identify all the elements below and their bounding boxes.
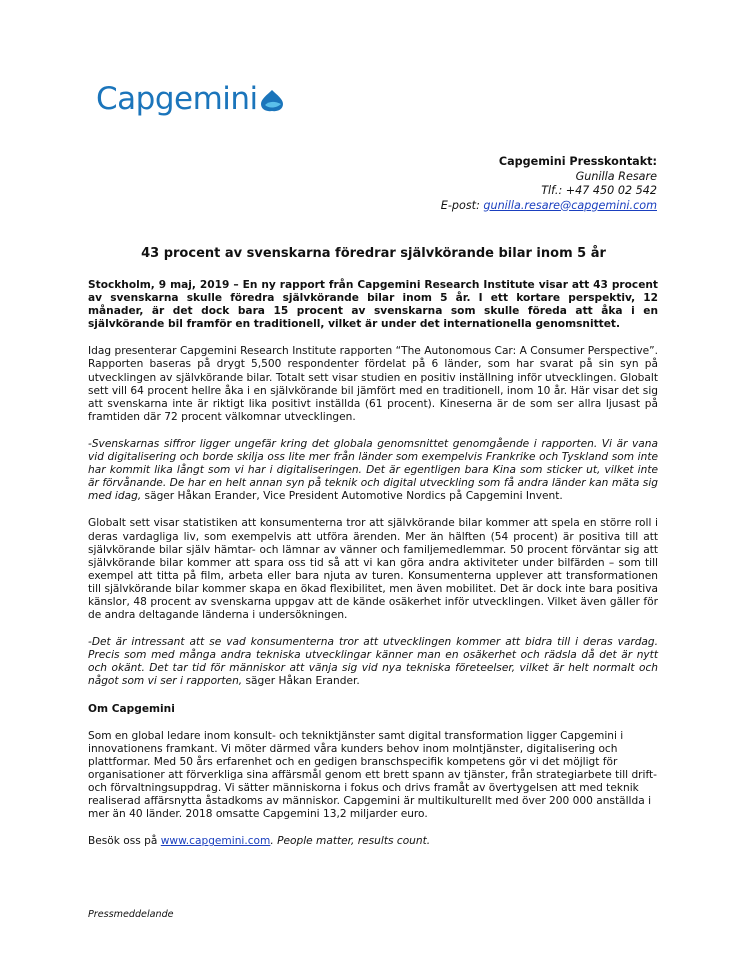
- press-contact: [441, 155, 657, 213]
- email-link[interactable]: gunilla.resare@capgemini.com: [483, 198, 657, 212]
- about-heading: Om Capgemini: [88, 702, 175, 715]
- quote-2-text: -Det är intressant att se vad konsumenterna tror att utvecklingen kommer att bidra till i deras vardag. Precis som med många andra tekniska utvecklingar känner man en osäkerhet och rädsla då det är nytt och okänt. Det tar tid för människor att vänja sig vid nya tekniska företeelser, vilket är helt normalt och något som vi ser i rapporten,: [88, 636, 658, 688]
- visit-line: [88, 835, 658, 848]
- quote-1-attribution: säger Håkan Erander, Vice President Automotive Nordics på Capgemini Invent.: [141, 490, 563, 503]
- lead-paragraph: Stockholm, 9 maj, 2019 – En ny rapport från Capgemini Research Institute visar att 43 procent av svenskarna skulle föredra självkörande bilar inom 5 år. I ett kortare perspektiv, 12 månader, är det dock bara 15 procent av svenskarna som skulle föreda att åka i en självkörande bil framför en traditionell, vilket är under det internationella genomsnittet.: [88, 279, 658, 331]
- quote-1-text: -Svenskarnas siffror ligger ungefär kring det globala genomsnittet genomgående i rapporten. Vi är vana vid digitalisering och borde skilja oss lite mer från länder som exempelvis Frankrike och Tyskland som inte har kommit lika långt som vi har i digitaliseringen. Det är egentligen bara Kina som sticker ut, vilket inte är förvånande. De har en helt annan syn på teknik och digital utveckling som få andra länder kan mäta sig med idag,: [88, 437, 658, 503]
- quote-1: [88, 438, 658, 503]
- spade-logo-icon: [260, 89, 284, 113]
- paragraph-1: Idag presenterar Capgemini Research Institute rapporten “The Autonomous Car: A Consumer Perspective”. Rapporten baseras på drygt 5,500 respondenter fördelat på 6 länder, som har svarat på sin syn på utvecklingen av självkörande bilar. Totalt sett visar studien en positiv inställning inför utvecklingen. Globalt sett vill 64 procent hellre åka i en självkörande bil jämfört med en traditionell, inom 10 år. Här visar det sig att svenskarna inte är riktigt lika positivt inställda (61 procent). Kineserna är de som ser allra ljusast på framtiden där 72 procent välkomnar utvecklingen.: [88, 345, 658, 423]
- contact-email-row: [441, 199, 657, 214]
- about-text: Som en global ledare inom konsult- och tekniktjänster samt digital transformation ligger Capgemini i innovationens framkant. Vi möter därmed våra kunders behov inom molntjänster, digitalisering och plattformar. Med 50 års erfarenhet och en gedigen branschspecifik kompetens gör vi det möjligt för organisationer att förverkliga sina affärsmål genom ett brett spann av tjänster, från strategiarbete till drift- och förvaltningsuppdrag. Vi sätter människorna i fokus och drivs framåt av övertygelsen att med teknik realiserad affärsnytta åstadkoms av människor. Capgemini är multikulturellt med över 200 000 anställda i mer än 40 länder. 2018 omsatte Capgemini 13,2 miljarder euro.: [88, 729, 658, 821]
- visit-prefix: Besök oss på: [88, 835, 161, 848]
- contact-phone: Tlf.: +47 450 02 542: [541, 184, 657, 197]
- footer-label: Pressmeddelande: [88, 909, 174, 920]
- paragraph-2: Globalt sett visar statistiken att konsumenterna tror att självkörande bilar kommer att spela en större roll i deras vardagliga liv, som exempelvis att utföra ärenden. Mer än hälften (54 procent) är positiva till att självkörande bilar själv hämtar- och lämnar av vänner och familjemedlemmar. 50 procent förväntar sig att självkörande bilar kommer att spara oss tid så att vi kan göra andra aktiviteter under bilfärden – som till exempel att titta på film, arbeta eller bara njuta av turen. Konsumenterna upplever att transformationen till självkörande bilar kommer skapa en ökad flexibilitet, men även mobilitet. Det är dock inte bara positiva känslor, 48 procent av svenskarna uppgav att de kände osäkerhet inför utvecklingen. Vilket även gäller för de andra deltagande länderna i undersökningen.: [88, 517, 658, 622]
- about-section: [88, 703, 658, 822]
- contact-name: Gunilla Resare: [575, 169, 657, 183]
- website-link[interactable]: www.capgemini.com: [160, 835, 271, 848]
- contact-heading: Capgemini Presskontakt:: [498, 155, 657, 168]
- visit-slogan: . People matter, results count.: [270, 835, 431, 848]
- article-body: [88, 279, 658, 862]
- capgemini-logo: [96, 81, 284, 117]
- quote-2: [88, 636, 658, 688]
- quote-2-attribution: säger Håkan Erander.: [242, 675, 360, 688]
- press-release-title: 43 procent av svenskarna föredrar självkörande bilar inom 5 år: [141, 246, 606, 261]
- logo-wordmark: Capgemini: [96, 81, 258, 117]
- email-label: E-post:: [440, 198, 484, 212]
